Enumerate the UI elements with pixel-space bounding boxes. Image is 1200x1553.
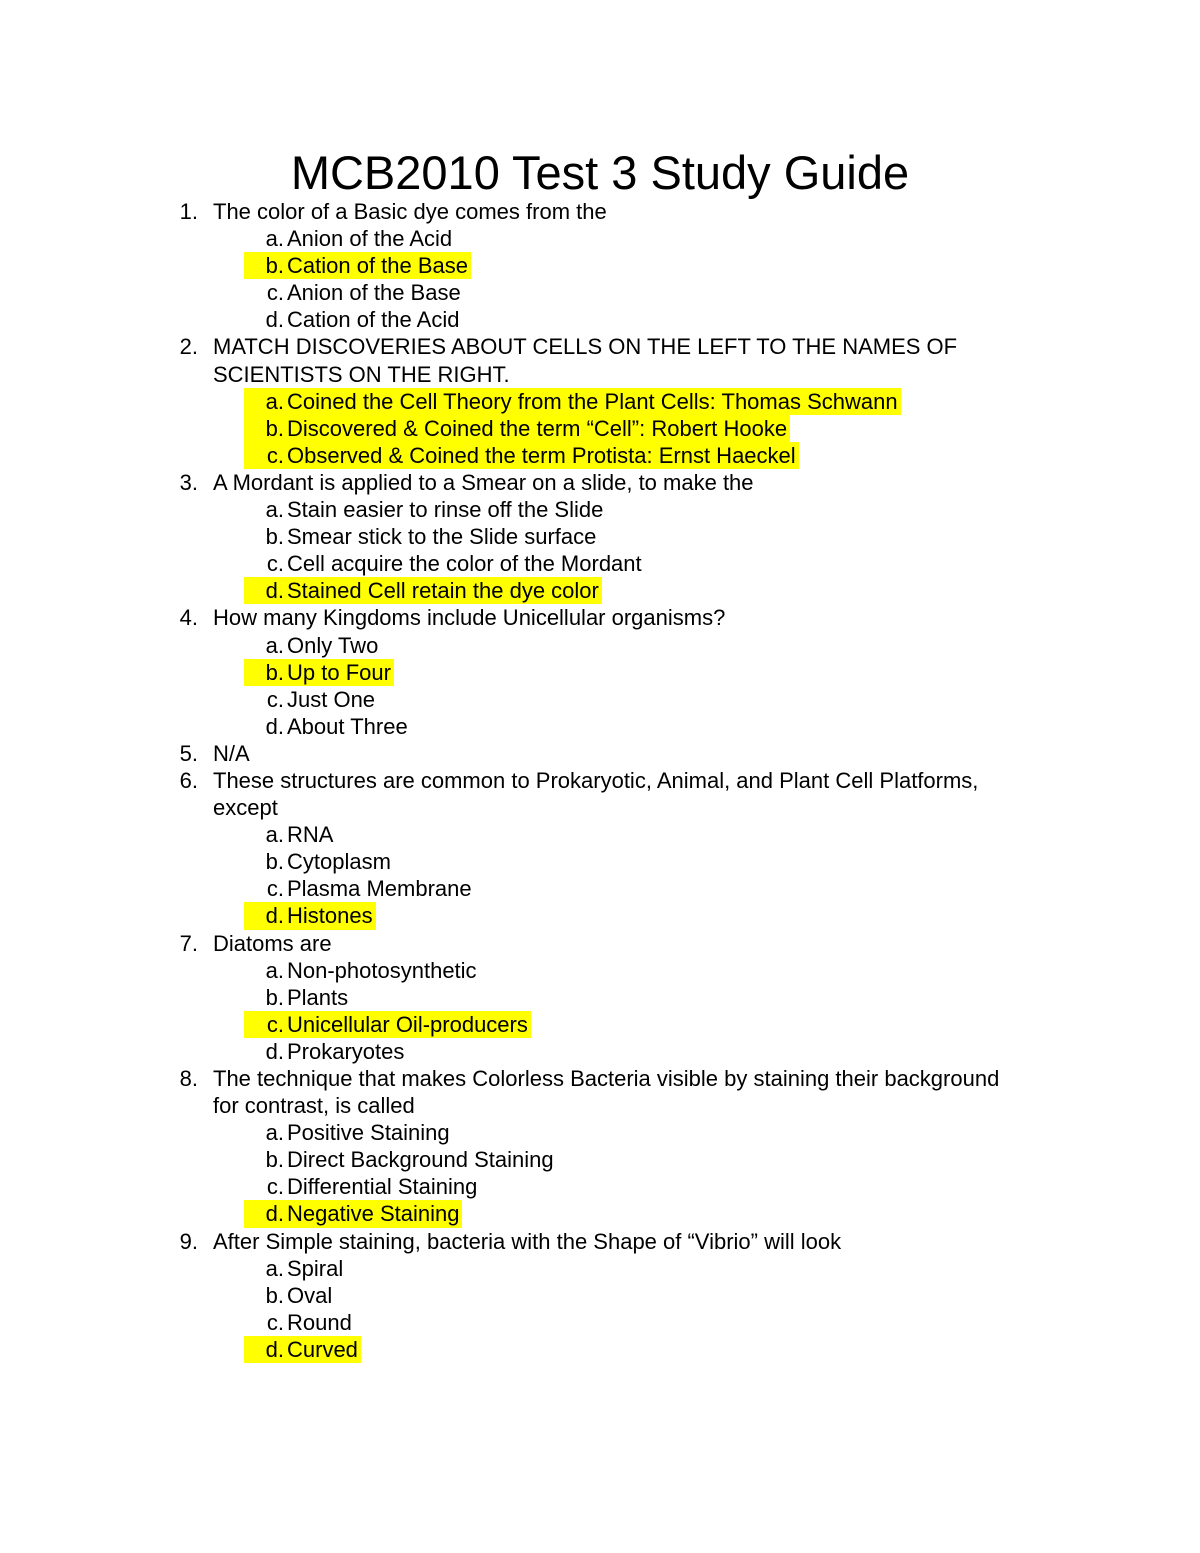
question-item xyxy=(0,1065,1200,1228)
option-letter: b. xyxy=(265,415,284,441)
question-text: MATCH DISCOVERIES ABOUT CELLS ON THE LEFT TO THE NAMES OF xyxy=(213,334,958,360)
answer-option xyxy=(0,279,1200,306)
option-letter: a. xyxy=(265,388,284,414)
answer-option xyxy=(0,1282,1200,1309)
option-text: Anion of the Base xyxy=(287,280,461,306)
option-text: Oval xyxy=(287,1282,333,1308)
answer-option xyxy=(0,1173,1200,1200)
answer-option-content xyxy=(244,1146,557,1173)
answer-option-content xyxy=(244,1119,453,1146)
answer-option-content xyxy=(244,875,475,902)
answer-option-content xyxy=(244,1173,480,1200)
option-text: Only Two xyxy=(287,632,379,658)
question-stem-line xyxy=(0,740,1200,767)
option-text: Negative Staining xyxy=(287,1201,460,1227)
answer-option-highlighted xyxy=(0,902,1200,929)
question-text: After Simple staining, bacteria with the Shape of “Vibrio” will look xyxy=(213,1228,842,1254)
answer-option-content xyxy=(244,1038,407,1065)
question-stem-line xyxy=(0,794,1200,821)
option-text: Observed & Coined the term Protista: Ernst Haeckel xyxy=(287,442,796,468)
option-letter: a. xyxy=(265,957,284,983)
option-letter: a. xyxy=(265,1120,284,1146)
answer-option-content xyxy=(244,848,394,875)
answer-option-content xyxy=(244,388,901,415)
question-item xyxy=(0,604,1200,739)
answer-option-content xyxy=(244,902,376,929)
answer-option-content xyxy=(244,550,645,577)
answer-option xyxy=(0,957,1200,984)
answer-option-content xyxy=(244,523,599,550)
question-text: N/A xyxy=(213,740,250,766)
question-text: The color of a Basic dye comes from the xyxy=(213,199,607,224)
option-text: Curved xyxy=(287,1336,358,1362)
answer-option-content xyxy=(244,632,381,659)
answer-option-content xyxy=(244,1282,335,1309)
option-text: Positive Staining xyxy=(287,1120,450,1146)
option-text: Just One xyxy=(287,686,376,712)
answer-option-content xyxy=(244,577,602,604)
option-letter: b. xyxy=(265,1282,284,1308)
answer-option-content xyxy=(244,306,462,333)
option-letter: c. xyxy=(266,280,284,306)
question-item xyxy=(0,1228,1200,1363)
option-text: Cell acquire the color of the Mordant xyxy=(287,551,642,577)
option-text: Cation of the Base xyxy=(287,253,469,279)
question-stem-line xyxy=(0,1228,1200,1255)
question-number: 2. xyxy=(179,334,198,360)
option-text: RNA xyxy=(287,822,334,848)
answer-option xyxy=(0,1309,1200,1336)
option-letter: d. xyxy=(265,713,284,739)
option-letter: c. xyxy=(266,686,284,712)
answer-option xyxy=(0,523,1200,550)
option-text: Spiral xyxy=(287,1255,344,1281)
option-text: Anion of the Acid xyxy=(287,226,453,252)
option-letter: a. xyxy=(265,497,284,523)
question-text: The technique that makes Colorless Bacteria visible by staining their background xyxy=(213,1066,1000,1091)
option-letter: c. xyxy=(266,442,284,468)
option-text: Prokaryotes xyxy=(287,1038,405,1064)
answer-option xyxy=(0,713,1200,740)
answer-option-content xyxy=(244,225,455,252)
option-letter: d. xyxy=(265,903,284,929)
question-number: 7. xyxy=(179,930,198,956)
option-text: Up to Four xyxy=(287,659,391,685)
answer-option-highlighted xyxy=(0,415,1200,442)
answer-option xyxy=(0,225,1200,252)
question-item xyxy=(0,333,1200,468)
page-title: MCB2010 Test 3 Study Guide xyxy=(290,146,910,199)
answer-option xyxy=(0,1119,1200,1146)
option-text: Non-photosynthetic xyxy=(287,957,477,983)
answer-option-highlighted xyxy=(0,1200,1200,1227)
option-letter: c. xyxy=(266,876,284,902)
option-text: Differential Staining xyxy=(287,1174,478,1200)
answer-option xyxy=(0,1255,1200,1282)
question-stem-line xyxy=(0,198,1200,225)
answer-option-highlighted xyxy=(0,1011,1200,1038)
option-letter: b. xyxy=(265,253,284,279)
answer-option xyxy=(0,1146,1200,1173)
answer-option-highlighted xyxy=(0,1336,1200,1363)
option-letter: a. xyxy=(265,1255,284,1281)
option-text: Stain easier to rinse off the Slide xyxy=(287,497,604,523)
answer-option-content xyxy=(244,279,464,306)
option-text: Histones xyxy=(287,903,373,929)
option-text: Coined the Cell Theory from the Plant Cells: Thomas Schwann xyxy=(287,388,898,414)
question-stem-line xyxy=(0,333,1200,360)
answer-option-content xyxy=(244,415,790,442)
option-text: Plasma Membrane xyxy=(287,876,472,902)
answer-option xyxy=(0,306,1200,333)
answer-option-content xyxy=(244,252,471,279)
question-item xyxy=(0,930,1200,1065)
option-letter: c. xyxy=(266,1174,284,1200)
option-text: About Three xyxy=(287,713,408,739)
option-letter: b. xyxy=(265,849,284,875)
question-stem-line xyxy=(0,469,1200,496)
question-text: except xyxy=(213,795,278,821)
answer-option-highlighted xyxy=(0,388,1200,415)
answer-option-highlighted xyxy=(0,252,1200,279)
option-letter: a. xyxy=(265,226,284,252)
option-text: Cytoplasm xyxy=(287,849,391,875)
answer-option-content xyxy=(244,1200,462,1227)
question-stem-line xyxy=(0,767,1200,794)
question-item xyxy=(0,469,1200,604)
answer-option xyxy=(0,848,1200,875)
answer-option-content xyxy=(244,713,411,740)
question-text: for contrast, is called xyxy=(213,1093,415,1119)
question-text: How many Kingdoms include Unicellular organisms? xyxy=(213,605,726,631)
question-item xyxy=(0,767,1200,930)
answer-option xyxy=(0,1038,1200,1065)
question-text: A Mordant is applied to a Smear on a slide, to make the xyxy=(213,469,754,495)
option-letter: c. xyxy=(266,551,284,577)
answer-option-content xyxy=(244,984,351,1011)
question-number: 3. xyxy=(179,469,198,495)
answer-option xyxy=(0,686,1200,713)
option-letter: c. xyxy=(266,1309,284,1335)
answer-option-content xyxy=(244,1336,361,1363)
answer-option xyxy=(0,632,1200,659)
option-letter: a. xyxy=(265,822,284,848)
option-letter: d. xyxy=(265,307,284,333)
option-letter: b. xyxy=(265,1147,284,1173)
answer-option xyxy=(0,496,1200,523)
question-stem-line xyxy=(0,1065,1200,1092)
question-number: 1. xyxy=(179,199,198,224)
option-text: Smear stick to the Slide surface xyxy=(287,524,597,550)
answer-option-content xyxy=(244,1309,355,1336)
option-letter: b. xyxy=(265,984,284,1010)
option-text: Stained Cell retain the dye color xyxy=(287,578,599,604)
option-letter: b. xyxy=(265,659,284,685)
question-stem-line xyxy=(0,1092,1200,1119)
answer-option-highlighted xyxy=(0,577,1200,604)
question-stem-line xyxy=(0,604,1200,631)
question-number: 4. xyxy=(179,605,198,631)
option-text: Round xyxy=(287,1309,352,1335)
question-item xyxy=(0,198,1200,333)
answer-option-content xyxy=(244,686,378,713)
option-text: Direct Background Staining xyxy=(287,1147,554,1173)
question-text: SCIENTISTS ON THE RIGHT. xyxy=(213,361,510,387)
question-number: 8. xyxy=(179,1066,198,1091)
question-item xyxy=(0,740,1200,767)
option-text: Plants xyxy=(287,984,349,1010)
answer-option-content xyxy=(244,957,480,984)
answer-option-content xyxy=(244,1255,346,1282)
answer-option xyxy=(0,875,1200,902)
answer-option-content xyxy=(244,821,336,848)
question-list xyxy=(0,198,1200,1363)
option-letter: d. xyxy=(265,1038,284,1064)
answer-option-highlighted xyxy=(0,442,1200,469)
option-text: Unicellular Oil-producers xyxy=(287,1011,528,1037)
answer-option-content xyxy=(244,659,394,686)
question-number: 9. xyxy=(179,1228,198,1254)
option-text: Discovered & Coined the term “Cell”: Robert Hooke xyxy=(287,415,788,441)
answer-option-highlighted xyxy=(0,659,1200,686)
question-stem-line xyxy=(0,930,1200,957)
question-number: 5. xyxy=(179,740,198,766)
option-letter: d. xyxy=(265,1336,284,1362)
option-letter: b. xyxy=(265,524,284,550)
question-number: 6. xyxy=(179,767,198,793)
question-text: Diatoms are xyxy=(213,930,332,956)
question-text: These structures are common to Prokaryotic, Animal, and Plant Cell Platforms, xyxy=(213,767,979,793)
answer-option-content xyxy=(244,1011,531,1038)
question-stem-line xyxy=(0,361,1200,388)
answer-option-content xyxy=(244,496,606,523)
answer-option xyxy=(0,984,1200,1011)
answer-option xyxy=(0,550,1200,577)
answer-option xyxy=(0,821,1200,848)
option-letter: d. xyxy=(265,578,284,604)
answer-option-content xyxy=(244,442,799,469)
option-letter: c. xyxy=(266,1011,284,1037)
option-text: Cation of the Acid xyxy=(287,307,460,333)
option-letter: a. xyxy=(265,632,284,658)
option-letter: d. xyxy=(265,1201,284,1227)
